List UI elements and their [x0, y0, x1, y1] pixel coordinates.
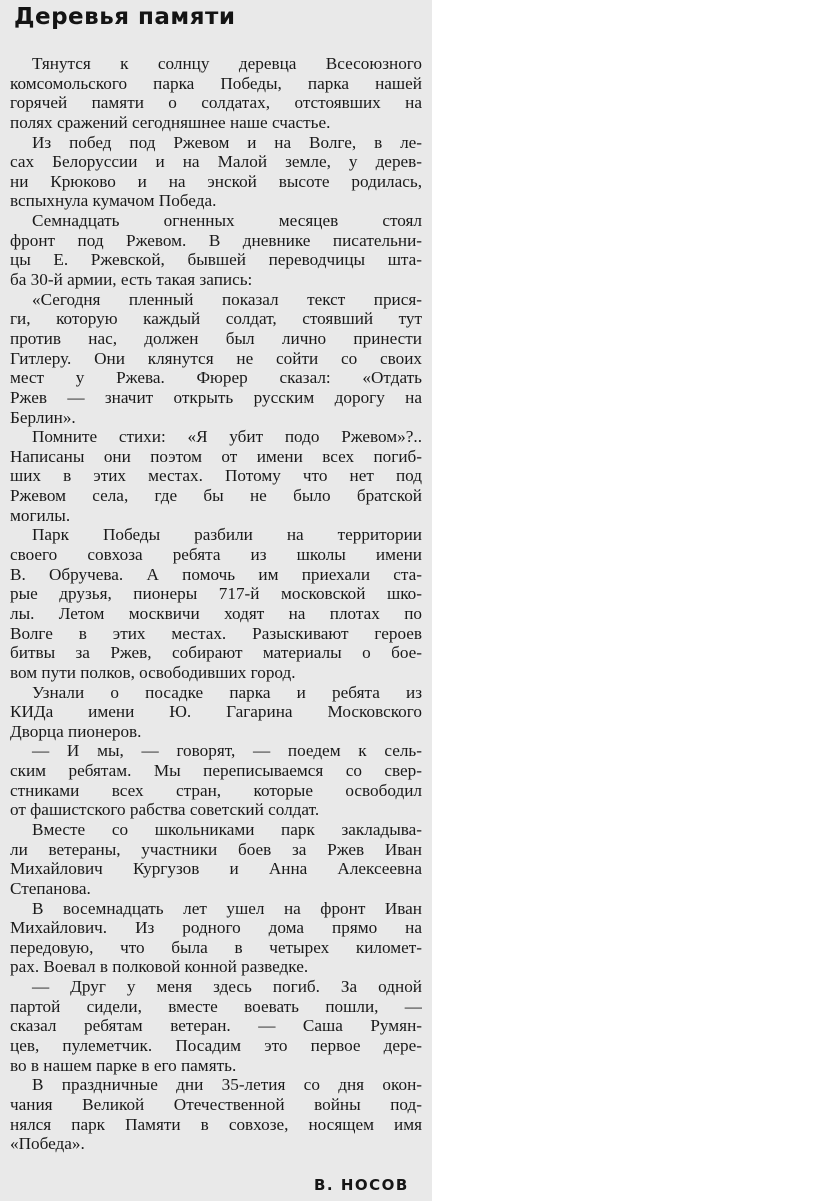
- text-line: — Друг у меня здесь погиб. За одной: [32, 977, 422, 997]
- text-line: Из побед под Ржевом и на Волге, в ле-: [32, 132, 422, 152]
- text-line: передовую, что была в четырех километ-: [10, 937, 422, 957]
- article-body: [10, 54, 422, 1154]
- text-line: Парк Победы разбили на территории: [32, 525, 422, 545]
- text-line: «Победа».: [10, 1134, 85, 1154]
- text-line: Узнали о посадке парка и ребята из: [32, 682, 422, 702]
- text-line: Ржевом села, где бы не было братской: [10, 486, 422, 506]
- text-line: могилы.: [10, 505, 71, 525]
- text-line: Помните стихи: «Я убит подо Ржевом»?..: [32, 427, 422, 447]
- text-line: чания Великой Отечественной войны под-: [10, 1094, 422, 1114]
- text-line: Степанова.: [10, 878, 91, 898]
- text-line: лы. Летом москвичи ходят на плотах по: [10, 603, 422, 623]
- text-line: ни Крюково и на энской высоте родилась,: [10, 171, 422, 191]
- text-line: во в нашем парке в его память.: [10, 1055, 237, 1075]
- text-line: своего совхоза ребята из школы имени: [10, 545, 422, 565]
- text-line: нялся парк Памяти в совхозе, носящем имя: [10, 1114, 422, 1134]
- text-line: горячей памяти о солдатах, отстоявших на: [10, 93, 422, 113]
- text-line: рые друзья, пионеры 717-й московской шко-: [10, 584, 422, 604]
- text-line: КИДа имени Ю. Гагарина Московского: [10, 702, 422, 722]
- text-line: ги, которую каждый солдат, стоявший тут: [10, 309, 422, 329]
- text-line: против нас, должен был лично принести: [10, 328, 422, 348]
- text-line: Волге в этих местах. Разыскивают героев: [10, 623, 422, 643]
- text-line: от фашистского рабства советский солдат.: [10, 800, 320, 820]
- text-line: Михайлович. Из родного дома прямо на: [10, 918, 422, 938]
- text-line: В праздничные дни 35-летия со дня окон-: [32, 1075, 422, 1095]
- text-line: «Сегодня пленный показал текст прися-: [32, 289, 422, 309]
- text-line: Семнадцать огненных месяцев стоял: [32, 211, 422, 231]
- text-line: цы Е. Ржевской, бывшей переводчицы шта-: [10, 250, 422, 270]
- text-line: сах Белоруссии и на Малой земле, у дерев-: [10, 152, 422, 172]
- text-line: В. Обручева. А помочь им приехали ста-: [10, 564, 422, 584]
- text-line: ба 30-й армии, есть такая запись:: [10, 270, 253, 290]
- text-line: вом пути полков, освободивших город.: [10, 662, 296, 682]
- text-line: сказал ребятам ветеран. — Саша Румян-: [10, 1016, 422, 1036]
- text-line: — И мы, — говорят, — поедем к сель-: [32, 741, 422, 761]
- text-line: Михайлович Кургузов и Анна Алексеевна: [10, 859, 422, 879]
- text-line: полях сражений сегодняшнее наше счастье.: [10, 112, 331, 132]
- article-title: Деревья памяти: [14, 4, 236, 30]
- text-line: ли ветераны, участники боев за Ржев Иван: [10, 839, 422, 859]
- text-line: Ржев — значит открыть русским дорогу на: [10, 387, 422, 407]
- text-line: Гитлеру. Они клянутся не сойти со своих: [10, 348, 422, 368]
- text-line: В восемнадцать лет ушел на фронт Иван: [32, 898, 422, 918]
- text-line: комсомольского парка Победы, парка нашей: [10, 73, 422, 93]
- text-line: партой сидели, вместе воевать пошли, —: [10, 996, 422, 1016]
- text-line: Тянутся к солнцу деревца Всесоюзного: [32, 54, 422, 73]
- text-line: Берлин».: [10, 407, 76, 427]
- text-line: стниками всех стран, которые освободил: [10, 780, 422, 800]
- text-line: Написаны они поэтом от имени всех погиб-: [10, 446, 422, 466]
- text-line: вспыхнула кумачом Победа.: [10, 191, 217, 211]
- text-line: рах. Воевал в полковой конной разведке.: [10, 957, 309, 977]
- text-line: фронт под Ржевом. В дневнике писательни-: [10, 230, 422, 250]
- author-byline: В. НОСОВ: [314, 1176, 409, 1194]
- text-line: Вместе со школьниками парк закладыва-: [32, 819, 422, 839]
- text-line: цев, пулеметчик. Посадим это первое дере-: [10, 1036, 422, 1056]
- text-line: ших в этих местах. Потому что нет под: [10, 466, 422, 486]
- text-line: Дворца пионеров.: [10, 721, 142, 741]
- text-line: ским ребятам. Мы переписываемся со свер-: [10, 761, 422, 781]
- text-line: мест у Ржева. Фюрер сказал: «Отдать: [10, 368, 422, 388]
- text-line: битвы за Ржев, собирают материалы о бое-: [10, 643, 422, 663]
